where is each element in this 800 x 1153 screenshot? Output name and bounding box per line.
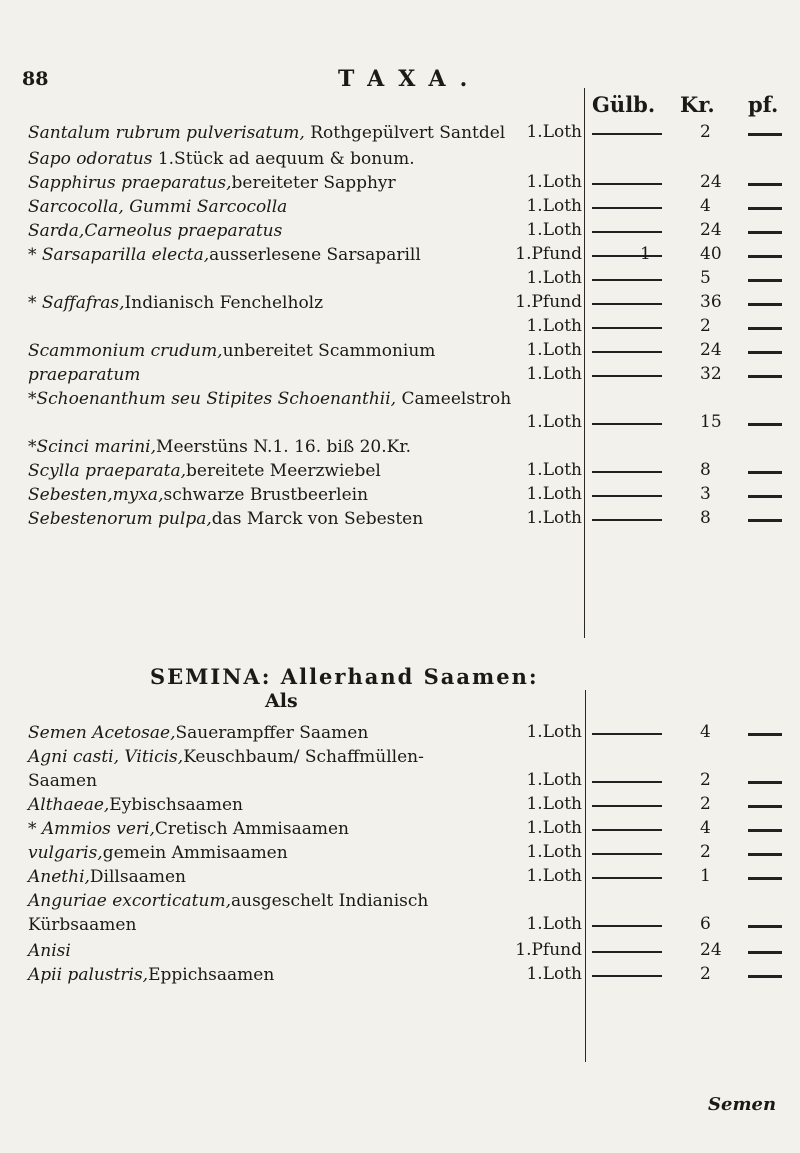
kreuzer-value: 4 <box>700 196 711 216</box>
latin-name: Althaeae, <box>28 795 110 815</box>
quantity: 1.Loth <box>526 818 582 838</box>
gulden-dash <box>592 733 662 735</box>
quantity: 1.Loth <box>526 172 582 192</box>
gulden-dash <box>592 853 662 855</box>
latin-name: Sapo odoratus <box>28 149 153 169</box>
kreuzer-value: 5 <box>700 268 711 288</box>
catchword: Semen <box>708 1094 777 1115</box>
german-name: Saamen <box>28 771 98 791</box>
german-name: Keuschbaum/ Schaffmüllen- <box>183 747 424 767</box>
pfennig-dash <box>748 519 782 522</box>
column-rule <box>584 88 585 638</box>
latin-name: Agni casti, Viticis, <box>28 747 184 767</box>
quantity: 1.Loth <box>526 340 582 360</box>
latin-name: Sapphirus praeparatus, <box>28 173 232 193</box>
german-name: Meerstüns N.1. 16. biß 20.Kr. <box>156 437 411 457</box>
quantity: 1.Loth <box>526 196 582 216</box>
section-title: SEMINA: Allerhand Saamen: <box>150 664 539 689</box>
german-name: Cretisch Ammisaamen <box>154 819 349 839</box>
column-header-gulden: Gülb. <box>592 92 656 117</box>
latin-name: * Sarsaparilla electa, <box>28 245 210 265</box>
latin-name: Anguriae excorticatum, <box>28 891 231 911</box>
latin-name: Anethi, <box>28 867 90 887</box>
latin-name: *Scinci marini, <box>28 437 157 457</box>
gulden-value: 1 <box>640 244 651 264</box>
german-name: Rothgepülvert Santdel <box>304 123 506 143</box>
pfennig-dash <box>748 255 782 258</box>
gulden-dash <box>592 423 662 425</box>
gulden-dash <box>592 519 662 521</box>
kreuzer-value: 15 <box>700 412 722 432</box>
pfennig-dash <box>748 133 782 136</box>
entry-text <box>28 890 578 912</box>
quantity: 1.Loth <box>526 508 582 528</box>
german-name: ausserlesene Sarsaparill <box>209 245 421 265</box>
latin-name: Apii palustris, <box>28 965 149 985</box>
pfennig-dash <box>748 207 782 210</box>
latin-name: *Schoenanthum seu Stipites Schoenanthii, <box>28 389 397 409</box>
section-subtitle: Als <box>265 690 298 712</box>
gulden-dash <box>592 207 662 209</box>
kreuzer-value: 1 <box>700 866 711 886</box>
german-name: Kürbsaamen <box>28 915 137 935</box>
quantity: 1.Pfund <box>515 244 582 264</box>
kreuzer-value: 32 <box>700 364 722 384</box>
pfennig-dash <box>748 495 782 498</box>
kreuzer-value: 4 <box>700 818 711 838</box>
entry-text <box>28 148 578 170</box>
quantity: 1.Loth <box>526 122 582 142</box>
german-name: ausgeschelt Indianisch <box>230 891 429 911</box>
kreuzer-value: 8 <box>700 460 711 480</box>
gulden-dash <box>592 303 662 305</box>
german-name: das Marck von Sebesten <box>211 509 424 529</box>
kreuzer-value: 24 <box>700 220 722 240</box>
gulden-dash <box>592 351 662 353</box>
kreuzer-value: 2 <box>700 122 711 142</box>
pfennig-dash <box>748 877 782 880</box>
german-name: Cameelstroh <box>396 389 512 409</box>
column-rule <box>585 690 586 1062</box>
latin-name: Sarcocolla, Gummi Sarcocolla <box>28 197 288 217</box>
pfennig-dash <box>748 829 782 832</box>
kreuzer-value: 2 <box>700 770 711 790</box>
latin-name: Anisi <box>28 941 71 961</box>
latin-name: * Saffafras, <box>28 293 125 313</box>
running-head: TAXA. <box>338 66 482 92</box>
gulden-dash <box>592 829 662 831</box>
page-number: 88 <box>22 68 49 90</box>
quantity: 1.Loth <box>526 484 582 504</box>
pfennig-dash <box>748 327 782 330</box>
gulden-dash <box>592 231 662 233</box>
latin-name: Santalum rubrum pulverisatum, <box>28 123 305 143</box>
kreuzer-value: 2 <box>700 316 711 336</box>
german-name: Eybischsaamen <box>109 795 243 815</box>
kreuzer-value: 36 <box>700 292 722 312</box>
pfennig-dash <box>748 951 782 954</box>
quantity: 1.Loth <box>526 220 582 240</box>
pfennig-dash <box>748 853 782 856</box>
gulden-dash <box>592 495 662 497</box>
german-name: schwarze Brustbeerlein <box>163 485 369 505</box>
pfennig-dash <box>748 471 782 474</box>
quantity: 1.Pfund <box>515 292 582 312</box>
column-header-kreuzer: Kr. <box>680 92 715 117</box>
kreuzer-value: 40 <box>700 244 722 264</box>
quantity: 1.Loth <box>526 914 582 934</box>
quantity: 1.Loth <box>526 770 582 790</box>
latin-name: Scylla praeparata, <box>28 461 187 481</box>
quantity: 1.Pfund <box>515 940 582 960</box>
pfennig-dash <box>748 279 782 282</box>
pfennig-dash <box>748 351 782 354</box>
column-header-pfennig: pf. <box>748 92 779 117</box>
quantity: 1.Loth <box>526 316 582 336</box>
german-name: Dillsaamen <box>89 867 186 887</box>
pfennig-dash <box>748 423 782 426</box>
german-name: Indianisch Fenchelholz <box>124 293 324 313</box>
entry-text <box>28 436 578 458</box>
entry-text <box>28 388 578 410</box>
quantity: 1.Loth <box>526 866 582 886</box>
pfennig-dash <box>748 975 782 978</box>
pfennig-dash <box>748 231 782 234</box>
gulden-dash <box>592 951 662 953</box>
pfennig-dash <box>748 183 782 186</box>
gulden-dash <box>592 925 662 927</box>
gulden-dash <box>592 781 662 783</box>
kreuzer-value: 8 <box>700 508 711 528</box>
quantity: 1.Loth <box>526 268 582 288</box>
german-name: Eppichsaamen <box>148 965 275 985</box>
pfennig-dash <box>748 303 782 306</box>
pfennig-dash <box>748 781 782 784</box>
gulden-dash <box>592 471 662 473</box>
kreuzer-value: 2 <box>700 794 711 814</box>
german-name: unbereitet Scammonium <box>222 341 436 361</box>
quantity: 1.Loth <box>526 722 582 742</box>
gulden-dash <box>592 255 662 257</box>
kreuzer-value: 24 <box>700 340 722 360</box>
kreuzer-value: 24 <box>700 940 722 960</box>
latin-name: Sebestenorum pulpa, <box>28 509 212 529</box>
pfennig-dash <box>748 925 782 928</box>
quantity: 1.Loth <box>526 412 582 432</box>
gulden-dash <box>592 279 662 281</box>
kreuzer-value: 2 <box>700 842 711 862</box>
latin-name: Sebesten,myxa, <box>28 485 164 505</box>
gulden-dash <box>592 975 662 977</box>
quantity: 1.Loth <box>526 460 582 480</box>
kreuzer-value: 24 <box>700 172 722 192</box>
latin-name: * Ammios veri, <box>28 819 155 839</box>
latin-name: praeparatum <box>28 365 141 385</box>
quantity: 1.Loth <box>526 364 582 384</box>
latin-name: Scammonium crudum, <box>28 341 223 361</box>
pfennig-dash <box>748 375 782 378</box>
german-name: bereitete Meerzwiebel <box>186 461 381 481</box>
latin-name: Semen Acetosae, <box>28 723 176 743</box>
german-name: gemein Ammisaamen <box>102 843 288 863</box>
gulden-dash <box>592 183 662 185</box>
gulden-dash <box>592 327 662 329</box>
gulden-dash <box>592 877 662 879</box>
quantity: 1.Loth <box>526 964 582 984</box>
german-name: 1.Stück ad aequum & bonum. <box>152 149 415 169</box>
pfennig-dash <box>748 805 782 808</box>
entry-text <box>28 746 578 768</box>
quantity: 1.Loth <box>526 842 582 862</box>
kreuzer-value: 3 <box>700 484 711 504</box>
german-name: bereiteter Sapphyr <box>231 173 396 193</box>
german-name: Sauerampffer Saamen <box>175 723 369 743</box>
kreuzer-value: 4 <box>700 722 711 742</box>
gulden-dash <box>592 805 662 807</box>
quantity: 1.Loth <box>526 794 582 814</box>
latin-name: vulgaris, <box>28 843 103 863</box>
kreuzer-value: 2 <box>700 964 711 984</box>
pfennig-dash <box>748 733 782 736</box>
gulden-dash <box>592 375 662 377</box>
latin-name: Sarda,Carneolus praeparatus <box>28 221 283 241</box>
kreuzer-value: 6 <box>700 914 711 934</box>
gulden-dash <box>592 133 662 135</box>
